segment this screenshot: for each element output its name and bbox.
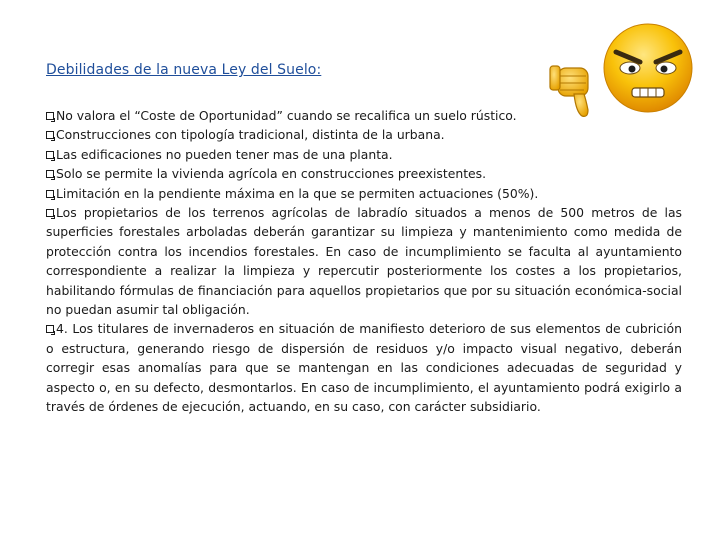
angry-face-thumbs-down-icon <box>548 18 696 118</box>
list-item-text: 4. Los titulares de invernaderos en situación de manifiesto deterioro de sus elementos de cubrición o estructura, generando riesgo de dispersión de residuos y/o impacto visual negativo, deberán corregir esas anomalías para que se mantengan en las condiciones adecuadas de seguridad y aspecto o, en su defecto, desmontarlos. En caso de incumplimiento, el ayuntamiento podrá exigirlo a través de órdenes de ejecución, actuando, en su caso, con carácter subsidiario. <box>46 321 682 415</box>
list-item <box>46 106 682 125</box>
list-item-text: Los propietarios de los terrenos agrícolas de labradío situados a menos de 500 metros de las superficies forestales arboladas deberán garantizar su limpieza y mantenimiento como medida de protección contra los incendios forestales. En caso de incumplimiento se faculta al ayuntamiento correspondiente a realizar la limpieza y repercutir posteriormente los costes a los propietarios, habilitando fórmulas de financiación para aquellos propietarios que por su situación económica-social no puedan asumir tal obligación. <box>46 205 682 318</box>
list-item <box>46 145 682 164</box>
list-item-text: No valora el “Coste de Oportunidad” cuando se recalifica un suelo rústico. <box>56 108 517 123</box>
list-item-text: Construcciones con tipología tradicional, distinta de la urbana. <box>56 127 445 143</box>
checkbox-bullet-icon <box>46 151 54 159</box>
list-item <box>46 184 682 203</box>
list-item-text: Las edificaciones no pueden tener mas de una planta. <box>56 146 393 162</box>
list-item <box>46 125 682 144</box>
list-item <box>46 164 682 183</box>
list-item-text: Limitación en la pendiente máxima en la que se permiten actuaciones (50%). <box>56 185 539 201</box>
checkbox-bullet-icon <box>46 190 54 198</box>
checkbox-bullet-icon <box>46 170 54 178</box>
list-item <box>46 203 682 319</box>
checkbox-bullet-icon <box>46 131 54 139</box>
checkbox-bullet-icon <box>46 209 54 217</box>
bullet-list <box>46 106 682 417</box>
page-title: Debilidades de la nueva Ley del Suelo: <box>46 62 322 78</box>
list-item-text: Solo se permite la vivienda agrícola en construcciones preexistentes. <box>56 166 487 182</box>
checkbox-bullet-icon <box>46 112 54 120</box>
checkbox-bullet-icon <box>46 325 54 333</box>
list-item <box>46 319 682 416</box>
